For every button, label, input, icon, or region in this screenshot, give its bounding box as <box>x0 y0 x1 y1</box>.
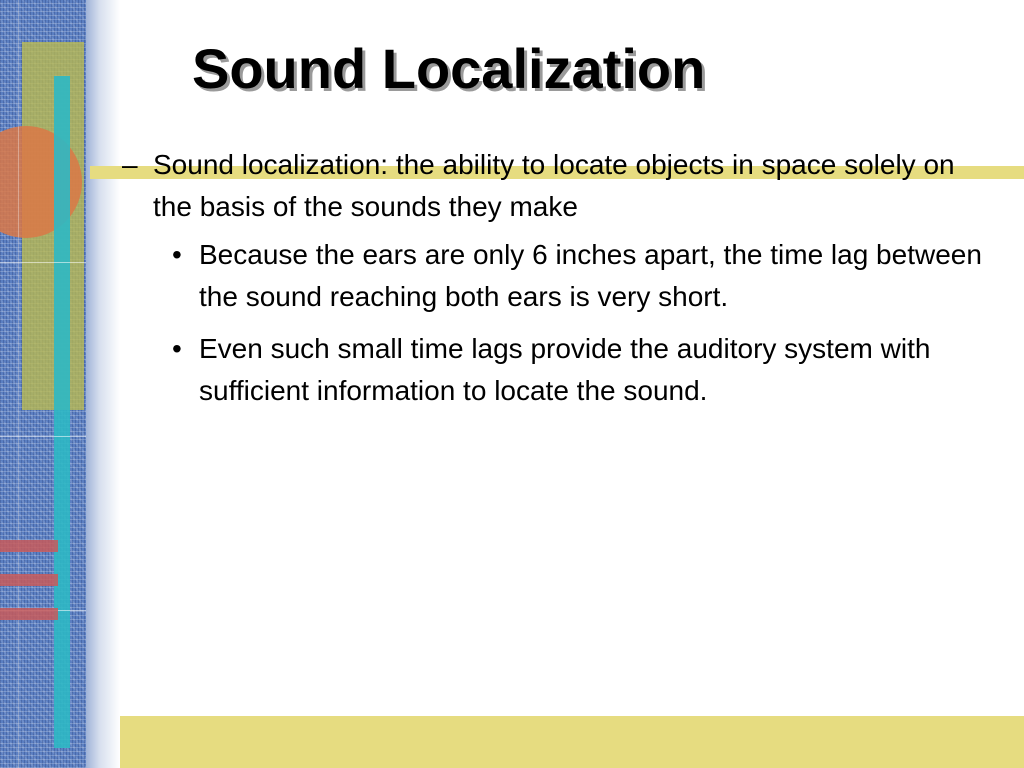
slide-title: Sound Localization <box>192 37 706 100</box>
sidebar-gridline <box>0 436 86 437</box>
sidebar-red-bar <box>0 574 58 586</box>
bullet-marker: • <box>172 333 182 364</box>
sidebar-red-bar <box>0 608 58 620</box>
sidebar-fade <box>86 0 120 768</box>
bullet-marker: • <box>172 239 182 270</box>
bullet-level2 <box>120 328 1000 412</box>
sidebar-gridline <box>0 262 86 263</box>
sidebar-gridline <box>18 0 19 768</box>
bullet-text: Even such small time lags provide the auditory system with sufficient information to locate the sound. <box>199 333 931 406</box>
bullet-level1 <box>120 144 1000 228</box>
dash-marker: – <box>122 149 138 180</box>
bullet-text: Sound localization: the ability to locate objects in space solely on the basis of the sounds they make <box>153 149 955 222</box>
bullet-level2 <box>120 234 1000 318</box>
bullet-text: Because the ears are only 6 inches apart, the time lag between the sound reaching both ears is very short. <box>199 239 982 312</box>
sidebar-teal-bar <box>54 76 70 748</box>
slide-body <box>120 144 1000 412</box>
footer-band <box>120 716 1024 768</box>
sidebar-red-bar <box>0 540 58 552</box>
decorative-sidebar <box>0 0 86 768</box>
